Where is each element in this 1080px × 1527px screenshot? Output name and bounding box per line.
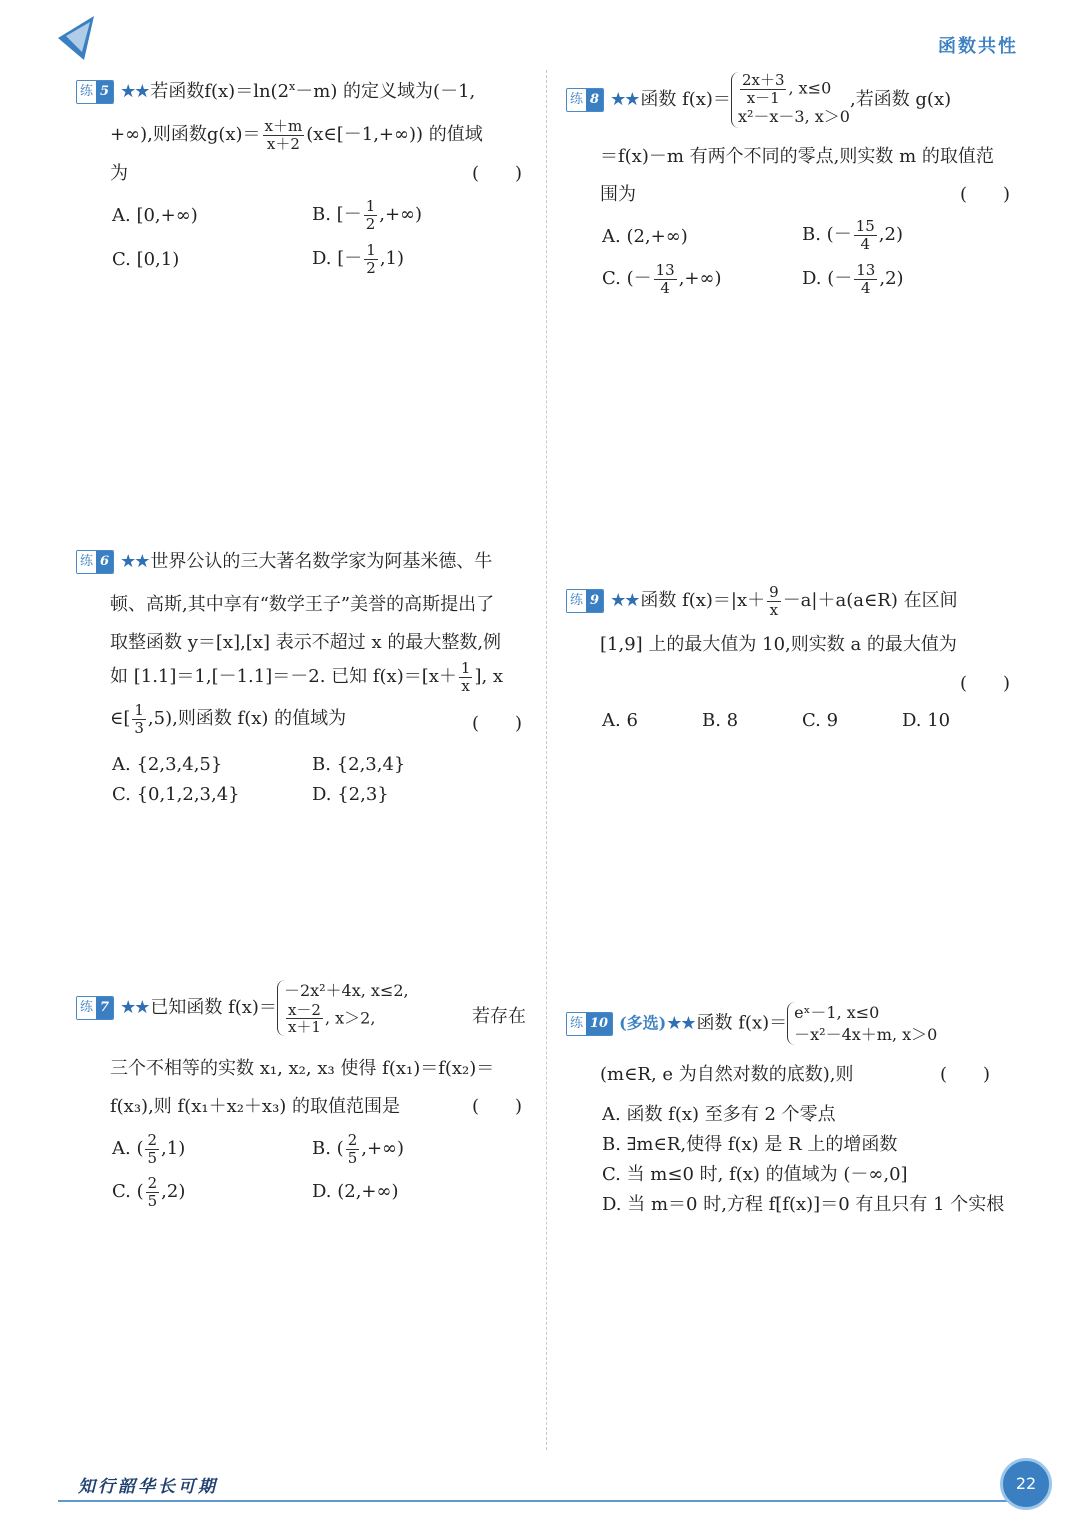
option-a[interactable]: A. (2,+∞): [602, 226, 688, 247]
option-a[interactable]: A. [0,+∞): [112, 205, 198, 226]
option-b[interactable]: B. [－ $\frac{1}{2}$ ,+∞): [312, 197, 423, 233]
option-d[interactable]: D. 10: [902, 710, 951, 731]
column-divider: [546, 70, 547, 1450]
option-d[interactable]: D. (－ $\frac{13}{4}$ ,2): [802, 261, 904, 297]
option-c[interactable]: C. (－ $\frac{13}{4}$ ,+∞): [602, 261, 722, 297]
answer-bracket: ( ): [960, 184, 1011, 205]
option-c[interactable]: C. [0,1): [112, 249, 180, 270]
question-tag: 练 9: [566, 589, 604, 613]
logo-icon: [54, 12, 102, 64]
option-a[interactable]: A. 函数 f(x) 至多有 2 个零点: [602, 1104, 836, 1125]
option-d[interactable]: D. {2,3}: [312, 784, 389, 805]
option-b[interactable]: B. 8: [702, 710, 739, 731]
question-tag: 练 10: [566, 1012, 613, 1036]
answer-bracket: ( ): [472, 1096, 523, 1117]
page-number: 22: [1000, 1458, 1052, 1510]
piecewise-system: eˣ－1, x≤0 －x²－4x＋m, x＞0: [787, 1002, 937, 1045]
multi-select-badge: (多选): [619, 1013, 667, 1033]
option-c[interactable]: C. 9: [802, 710, 839, 731]
option-d[interactable]: D. [－ $\frac{1}{2}$ ,1): [312, 241, 405, 277]
option-b[interactable]: B. (－ $\frac{15}{4}$ ,2): [802, 217, 903, 253]
question-tag: 练 7: [76, 996, 114, 1020]
difficulty-stars: ★★: [666, 1012, 695, 1034]
answer-bracket: ( ): [472, 163, 523, 184]
piecewise-system: $\frac{2x+3}{x-1}$ , x≤0 x²－x－3, x＞0: [731, 72, 850, 128]
option-b[interactable]: B. {2,3,4}: [312, 754, 406, 775]
option-d[interactable]: D. (2,+∞): [312, 1181, 399, 1202]
difficulty-stars: ★★: [120, 551, 149, 572]
option-c[interactable]: C. {0,1,2,3,4}: [112, 784, 240, 805]
difficulty-stars: ★★: [610, 590, 639, 611]
question-tag: 练 6: [76, 550, 114, 574]
option-a[interactable]: A. ( $\frac{2}{5}$ ,1): [112, 1131, 186, 1167]
option-d[interactable]: D. 当 m＝0 时,方程 f[f(x)]＝0 有且只有 1 个实根: [602, 1194, 1005, 1215]
piecewise-system: －2x²＋4x, x≤2, $\frac{x-2}{x+1}$ , x＞2,: [277, 980, 409, 1036]
option-b[interactable]: B. ∃m∈R,使得 f(x) 是 R 上的增函数: [602, 1134, 898, 1155]
option-c[interactable]: C. 当 m≤0 时, f(x) 的值域为 (－∞,0]: [602, 1164, 908, 1185]
answer-bracket: ( ): [960, 673, 1011, 694]
difficulty-stars: ★★: [610, 88, 639, 110]
option-b[interactable]: B. ( $\frac{2}{5}$ ,+∞): [312, 1131, 405, 1167]
footer-rule: [58, 1500, 1018, 1502]
difficulty-stars: ★★: [120, 81, 149, 102]
question-tag: 练 5: [76, 80, 114, 104]
answer-bracket: ( ): [940, 1064, 991, 1085]
difficulty-stars: ★★: [120, 996, 149, 1018]
question-tag: 练 8: [566, 88, 604, 112]
option-a[interactable]: A. 6: [602, 710, 638, 731]
option-c[interactable]: C. ( $\frac{2}{5}$ ,2): [112, 1174, 186, 1210]
answer-bracket: ( ): [472, 713, 523, 734]
footer-slogan: 知行韶华长可期: [78, 1477, 218, 1497]
option-a[interactable]: A. {2,3,4,5}: [112, 754, 223, 775]
header-title: 函数共性: [938, 36, 1018, 57]
